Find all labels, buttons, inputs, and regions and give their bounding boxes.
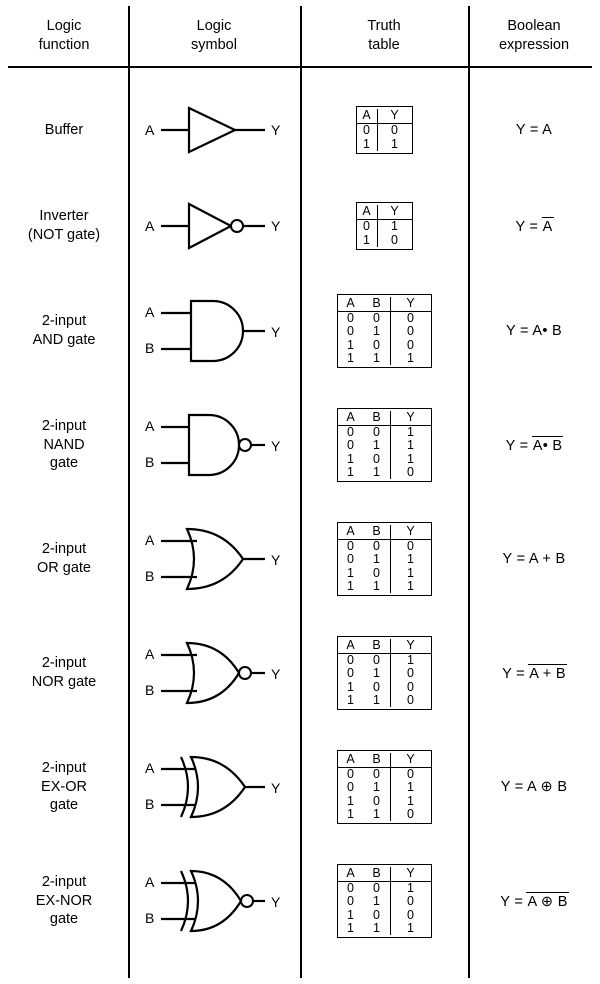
tt-cell: 0 <box>407 894 414 909</box>
input-label-a: A <box>145 418 155 434</box>
expression-term-overbar: A + B <box>529 665 566 682</box>
tt-cell: 0 <box>407 337 414 352</box>
tt-cell: 1 <box>364 694 391 707</box>
tt-header-a: A <box>338 297 364 312</box>
input-label-b: B <box>145 910 155 926</box>
tt-cell: 1 <box>407 881 414 896</box>
table-row <box>0 730 600 844</box>
tt-cell: 1 <box>364 667 391 680</box>
tt-cell: 1 <box>347 806 354 821</box>
tt-cell: 0 <box>347 425 354 440</box>
tt-cell: 0 <box>347 653 354 668</box>
tt-cell: 1 <box>347 692 354 707</box>
boolean-expression <box>468 178 600 274</box>
tt-cell: 1 <box>407 653 414 668</box>
row-function-name: 2-input NAND gate <box>41 417 87 472</box>
tt-cell: 0 <box>364 654 391 668</box>
boolean-expression <box>468 502 600 616</box>
expression-prefix: Y = <box>506 323 533 339</box>
tt-header-y: Y <box>390 525 431 540</box>
tt-header-b: B <box>364 297 391 312</box>
tt-cell: 0 <box>407 907 414 922</box>
tt-cell: 0 <box>347 438 354 453</box>
tt-cell: 0 <box>407 324 414 339</box>
tt-cell: 1 <box>347 907 354 922</box>
tt-header-a: A <box>357 205 378 220</box>
input-label-b: B <box>145 454 155 470</box>
input-label-a: A <box>145 532 155 548</box>
tt-header-a: A <box>338 753 364 768</box>
tt-cell: 0 <box>391 123 398 138</box>
tt-cell: 1 <box>391 136 398 151</box>
tt-cell: 1 <box>364 808 391 821</box>
input-label-a: A <box>145 304 155 320</box>
output-label-y: Y <box>271 894 281 910</box>
expression-prefix: Y = <box>515 122 543 138</box>
tt-header-y: Y <box>390 639 431 654</box>
xnor-symbol-graphic <box>139 859 289 943</box>
tt-cell: 0 <box>407 767 414 782</box>
input-label-a: A <box>145 122 155 138</box>
expression-term-overbar: A <box>542 218 553 235</box>
tt-cell: 0 <box>407 679 414 694</box>
expression-term-overbar: A ⊕ B <box>527 893 568 910</box>
input-label-b: B <box>145 568 155 584</box>
input-label-b: B <box>145 340 155 356</box>
tt-cell: 1 <box>407 780 414 795</box>
tt-cell: 0 <box>364 681 391 694</box>
tt-header-b: B <box>364 411 391 426</box>
boolean-expression <box>468 616 600 730</box>
tt-cell: 0 <box>364 882 391 896</box>
and-symbol <box>128 274 300 388</box>
tt-cell: 1 <box>364 781 391 794</box>
tt-cell: 0 <box>407 666 414 681</box>
header-boolean-expression: Boolean expression <box>498 18 570 53</box>
tt-header-y: Y <box>390 867 431 882</box>
row-function-name: 2-input EX-OR gate <box>41 759 87 814</box>
output-label-y: Y <box>271 552 281 568</box>
tt-header-a: A <box>338 411 364 426</box>
tt-cell: 1 <box>364 553 391 566</box>
output-label-y: Y <box>271 122 281 138</box>
input-label-a: A <box>145 218 155 234</box>
tt-cell: 0 <box>357 124 378 138</box>
tt-cell: 0 <box>364 540 391 554</box>
tt-cell: 1 <box>357 234 378 247</box>
tt-cell: 0 <box>364 768 391 782</box>
header-logic-function: Logic function <box>38 18 90 53</box>
tt-cell: 1 <box>347 793 354 808</box>
tt-cell: 1 <box>364 352 391 365</box>
tt-cell: 1 <box>407 451 414 466</box>
boolean-expression <box>468 730 600 844</box>
tt-cell: 1 <box>347 920 354 935</box>
row-function-name: 2-input EX-NOR gate <box>35 873 93 928</box>
expression-prefix: Y = <box>502 551 529 567</box>
truth-table-inverter <box>300 178 468 274</box>
tt-header-b: B <box>364 639 391 654</box>
tt-cell: 0 <box>364 567 391 580</box>
tt-cell: 1 <box>407 425 414 440</box>
table-row <box>0 616 600 730</box>
tt-cell: 0 <box>347 767 354 782</box>
input-label-b: B <box>145 796 155 812</box>
tt-header-a: A <box>338 639 364 654</box>
tt-cell: 1 <box>407 565 414 580</box>
table-row <box>0 274 600 388</box>
expression-term-overbar: A• B <box>532 437 563 454</box>
row-function-name: Buffer <box>44 121 84 138</box>
nor-symbol-graphic <box>139 631 289 715</box>
table-row <box>0 502 600 616</box>
xnor-symbol <box>128 844 300 958</box>
tt-header-y: Y <box>390 297 431 312</box>
tt-header-y: Y <box>390 753 431 768</box>
tt-cell: 1 <box>407 438 414 453</box>
expression-prefix: Y = <box>515 218 543 235</box>
tt-cell: 0 <box>407 311 414 326</box>
header-truth-table: Truth table <box>367 18 401 53</box>
nand-symbol <box>128 388 300 502</box>
or-symbol <box>128 502 300 616</box>
input-label-a: A <box>145 646 155 662</box>
header-logic-symbol: Logic symbol <box>191 18 237 53</box>
tt-cell: 0 <box>347 780 354 795</box>
row-function-name: Inverter (NOT gate) <box>27 208 101 243</box>
table-row <box>0 82 600 178</box>
tt-cell: 0 <box>347 894 354 909</box>
tt-cell: 1 <box>364 439 391 452</box>
tt-cell: 1 <box>347 451 354 466</box>
expression-prefix: Y = <box>502 665 530 682</box>
expression-prefix: Y = <box>505 437 533 454</box>
table-header-row <box>0 10 600 62</box>
buffer-symbol-graphic <box>139 95 289 165</box>
truth-table-buffer <box>300 82 468 178</box>
tt-cell: 1 <box>391 219 398 234</box>
nand-symbol-graphic <box>139 403 289 487</box>
buffer-symbol <box>128 82 300 178</box>
and-symbol-graphic <box>139 289 289 373</box>
boolean-expression <box>468 388 600 502</box>
expression-term: A• B <box>532 323 562 339</box>
output-label-y: Y <box>271 218 281 234</box>
truth-table-xnor <box>300 844 468 958</box>
expression-prefix: Y = <box>500 779 528 795</box>
tt-header-a: A <box>338 525 364 540</box>
tt-cell: 1 <box>347 578 354 593</box>
tt-cell: 0 <box>347 324 354 339</box>
tt-cell: 0 <box>347 552 354 567</box>
table-row <box>0 844 600 958</box>
boolean-expression <box>468 274 600 388</box>
tt-header-b: B <box>364 525 391 540</box>
expression-term: A ⊕ B <box>527 779 568 795</box>
or-symbol-graphic <box>139 517 289 601</box>
output-label-y: Y <box>271 324 281 340</box>
tt-cell: 1 <box>364 580 391 593</box>
tt-cell: 0 <box>407 464 414 479</box>
truth-table-nand <box>300 388 468 502</box>
tt-cell: 1 <box>357 138 378 151</box>
tt-cell: 1 <box>407 552 414 567</box>
table-row <box>0 388 600 502</box>
row-function-name: 2-input OR gate <box>37 541 91 576</box>
truth-table-nor <box>300 616 468 730</box>
tt-cell: 1 <box>364 466 391 479</box>
tt-cell: 1 <box>364 895 391 908</box>
tt-header-y: Y <box>377 109 412 124</box>
tt-cell: 0 <box>407 692 414 707</box>
tt-cell: 0 <box>347 666 354 681</box>
tt-cell: 1 <box>347 679 354 694</box>
tt-cell: 0 <box>357 220 378 234</box>
tt-cell: 1 <box>407 578 414 593</box>
row-function-name: 2-input NOR gate <box>31 655 97 690</box>
row-function-name: 2-input AND gate <box>32 313 96 348</box>
tt-header-b: B <box>364 867 391 882</box>
tt-cell: 0 <box>364 312 391 326</box>
nor-symbol <box>128 616 300 730</box>
xor-symbol-graphic <box>139 745 289 829</box>
table-row <box>0 178 600 274</box>
tt-cell: 0 <box>347 881 354 896</box>
tt-header-y: Y <box>377 205 412 220</box>
tt-cell: 0 <box>407 539 414 554</box>
tt-cell: 0 <box>364 453 391 466</box>
expression-prefix: Y = <box>500 893 528 910</box>
inverter-symbol <box>128 178 300 274</box>
tt-cell: 0 <box>347 539 354 554</box>
output-label-y: Y <box>271 780 281 796</box>
output-label-y: Y <box>271 438 281 454</box>
tt-header-a: A <box>357 109 378 124</box>
output-label-y: Y <box>271 666 281 682</box>
tt-header-b: B <box>364 753 391 768</box>
tt-cell: 1 <box>407 920 414 935</box>
truth-table-xor <box>300 730 468 844</box>
tt-header-y: Y <box>390 411 431 426</box>
xor-symbol <box>128 730 300 844</box>
tt-cell: 1 <box>347 565 354 580</box>
truth-table-and <box>300 274 468 388</box>
tt-cell: 1 <box>364 922 391 935</box>
tt-cell: 1 <box>407 350 414 365</box>
tt-cell: 0 <box>364 795 391 808</box>
tt-cell: 1 <box>347 350 354 365</box>
input-label-b: B <box>145 682 155 698</box>
truth-table-or <box>300 502 468 616</box>
tt-cell: 1 <box>347 464 354 479</box>
tt-cell: 0 <box>347 311 354 326</box>
tt-cell: 1 <box>364 325 391 338</box>
tt-cell: 0 <box>391 232 398 247</box>
boolean-expression <box>468 844 600 958</box>
expression-term: A + B <box>528 551 566 567</box>
tt-cell: 1 <box>347 337 354 352</box>
tt-header-a: A <box>338 867 364 882</box>
tt-cell: 0 <box>407 806 414 821</box>
tt-cell: 1 <box>407 793 414 808</box>
expression-term: A <box>542 122 553 138</box>
tt-cell: 0 <box>364 339 391 352</box>
tt-cell: 0 <box>364 909 391 922</box>
boolean-expression <box>468 82 600 178</box>
input-label-a: A <box>145 874 155 890</box>
inverter-symbol-graphic <box>139 191 289 261</box>
input-label-a: A <box>145 760 155 776</box>
tt-cell: 0 <box>364 426 391 440</box>
